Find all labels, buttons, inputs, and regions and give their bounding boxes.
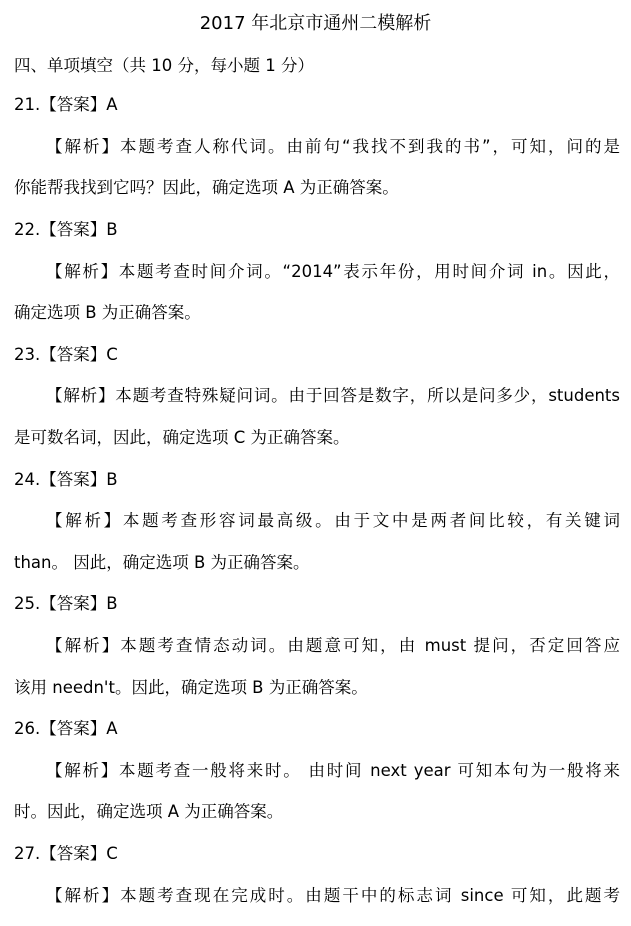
section-heading: 四、单项填空（共 10 分，每小题 1 分） <box>14 56 314 75</box>
explanation-line-23-2: 是可数名词，因此，确定选项 C 为正确答案。 <box>14 428 350 447</box>
answer-line-27: 27.【答案】C <box>14 844 118 863</box>
explanation-line-23-1: 【解析】本题考查特殊疑问词。由于回答是数字，所以是问多少，students <box>46 386 620 405</box>
explanation-line-21-1: 【解析】本题考查人称代词。由前句“我找不到我的书”，可知，问的是 <box>46 137 620 156</box>
explanation-line-22-2: 确定选项 B 为正确答案。 <box>14 303 201 322</box>
explanation-line-24-2: than。 因此，确定选项 B 为正确答案。 <box>14 553 310 572</box>
answer-line-23: 23.【答案】C <box>14 345 118 364</box>
explanation-line-26-1: 【解析】本题考查一般将来时。 由时间 next year 可知本句为一般将来 <box>46 761 620 780</box>
explanation-line-24-1: 【解析】本题考查形容词最高级。由于文中是两者间比较，有关键词 <box>46 511 620 530</box>
explanation-line-21-2: 你能帮我找到它吗？因此，确定选项 A 为正确答案。 <box>14 178 399 197</box>
explanation-line-27-1: 【解析】本题考查现在完成时。由题干中的标志词 since 可知，此题考 <box>46 886 620 905</box>
explanation-line-26-2: 时。因此，确定选项 A 为正确答案。 <box>14 802 284 821</box>
answer-line-21: 21.【答案】A <box>14 95 118 114</box>
document-title: 2017 年北京市通州二模解析 <box>199 13 432 34</box>
explanation-line-25-1: 【解析】本题考查情态动词。由题意可知，由 must 提问，否定回答应 <box>46 636 620 655</box>
answer-line-25: 25.【答案】B <box>14 594 118 613</box>
explanation-line-25-2: 该用 needn't。因此，确定选项 B 为正确答案。 <box>14 678 368 697</box>
answer-line-22: 22.【答案】B <box>14 220 118 239</box>
answer-line-26: 26.【答案】A <box>14 719 118 738</box>
answer-line-24: 24.【答案】B <box>14 470 118 489</box>
explanation-line-22-1: 【解析】本题考查时间介词。“2014”表示年份，用时间介词 in。因此， <box>46 262 620 281</box>
